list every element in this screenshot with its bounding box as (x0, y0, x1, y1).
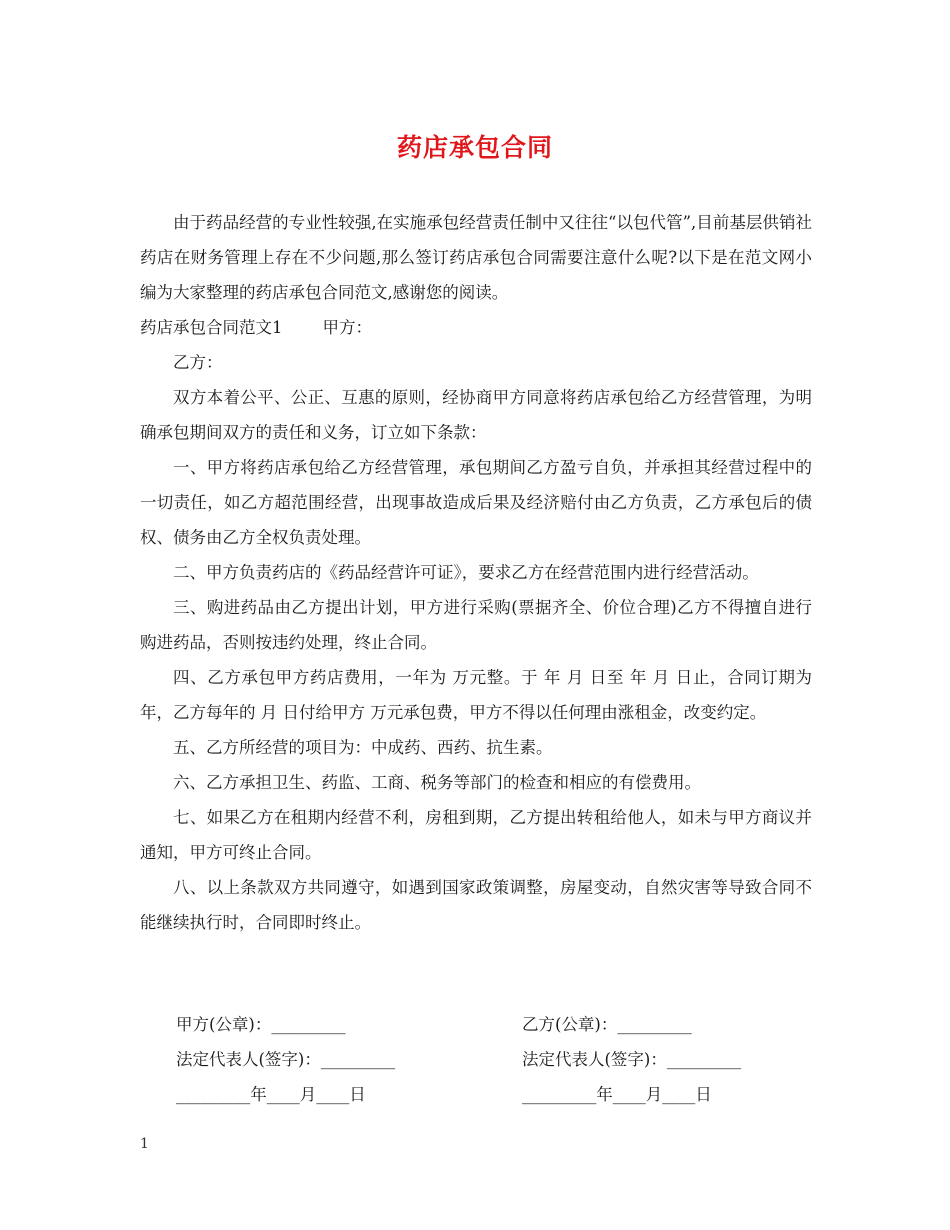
clause-4: 四、乙方承包甲方药店费用，一年为 万元整。于 年 月 日至 年 月 日止，合同订期为 年，乙方每年的 月 日付给甲方 万元承包费，甲方不得以任何理由涨租金，改变约定。 (140, 668, 812, 722)
clause-3: 三、购进药品由乙方提出计划，甲方进行采购(票据齐全、价位合理)乙方不得擅自进行购进药品，否则按违约处理，终止合同。 (140, 598, 812, 652)
signature-seal-row (176, 1007, 816, 1042)
document-body (140, 205, 812, 940)
page-number: 1 (140, 1136, 149, 1152)
party-b-seal-field: 乙方(公章)：_________ (522, 1015, 692, 1034)
party-a-label: 甲方： (322, 318, 372, 337)
clause-5: 五、乙方所经营的项目为：中成药、西药、抗生素。 (173, 738, 553, 757)
sample-heading: 药店承包合同范文1 (140, 318, 283, 337)
preamble-paragraph: 双方本着公平、公正、互惠的原则，经协商甲方同意将药店承包给乙方经营管理，为明确承包期间双方的责任和义务，订立如下条款： (140, 388, 812, 442)
party-b-representative-field: 法定代表人(签字)：_________ (522, 1050, 742, 1069)
clause-2: 二、甲方负责药店的《药品经营许可证》，要求乙方在经营范围内进行经营活动。 (173, 563, 759, 582)
party-b-label: 乙方： (173, 353, 223, 372)
signature-representative-row (176, 1042, 816, 1077)
clause-1: 一、甲方将药店承包给乙方经营管理，承包期间乙方盈亏自负，并承担其经营过程中的一切责任，如乙方超范围经营，出现事故造成后果及经济赔付由乙方负责，乙方承包后的债权、债务由乙方全权负责处理。 (140, 458, 812, 547)
party-b-date-field: _________年____月____日 (522, 1085, 712, 1104)
intro-paragraph: 由于药品经营的专业性较强,在实施承包经营责任制中又往往“以包代管”,目前基层供销社药店在财务管理上存在不少问题,那么签订药店承包合同需要注意什么呢?以下是在范文网小编为大家整理的药店承包合同范文,感谢您的阅读。 (140, 213, 812, 302)
party-a-date-field: _________年____月____日 (176, 1085, 366, 1104)
clause-7: 七、如果乙方在租期内经营不利，房租到期，乙方提出转租给他人，如未与甲方商议并通知，甲方可终止合同。 (140, 808, 812, 862)
clause-8: 八、以上条款双方共同遵守，如遇到国家政策调整，房屋变动，自然灾害等导致合同不能继续执行时，合同即时终止。 (140, 878, 812, 932)
sample-heading-line (140, 310, 812, 345)
party-a-representative-field: 法定代表人(签字)：_________ (176, 1050, 396, 1069)
clause-6: 六、乙方承担卫生、药监、工商、税务等部门的检查和相应的有偿费用。 (173, 773, 701, 792)
document-title: 药店承包合同 (396, 133, 553, 162)
party-a-seal-field: 甲方(公章)：_________ (176, 1015, 346, 1034)
signature-date-row (176, 1077, 816, 1112)
